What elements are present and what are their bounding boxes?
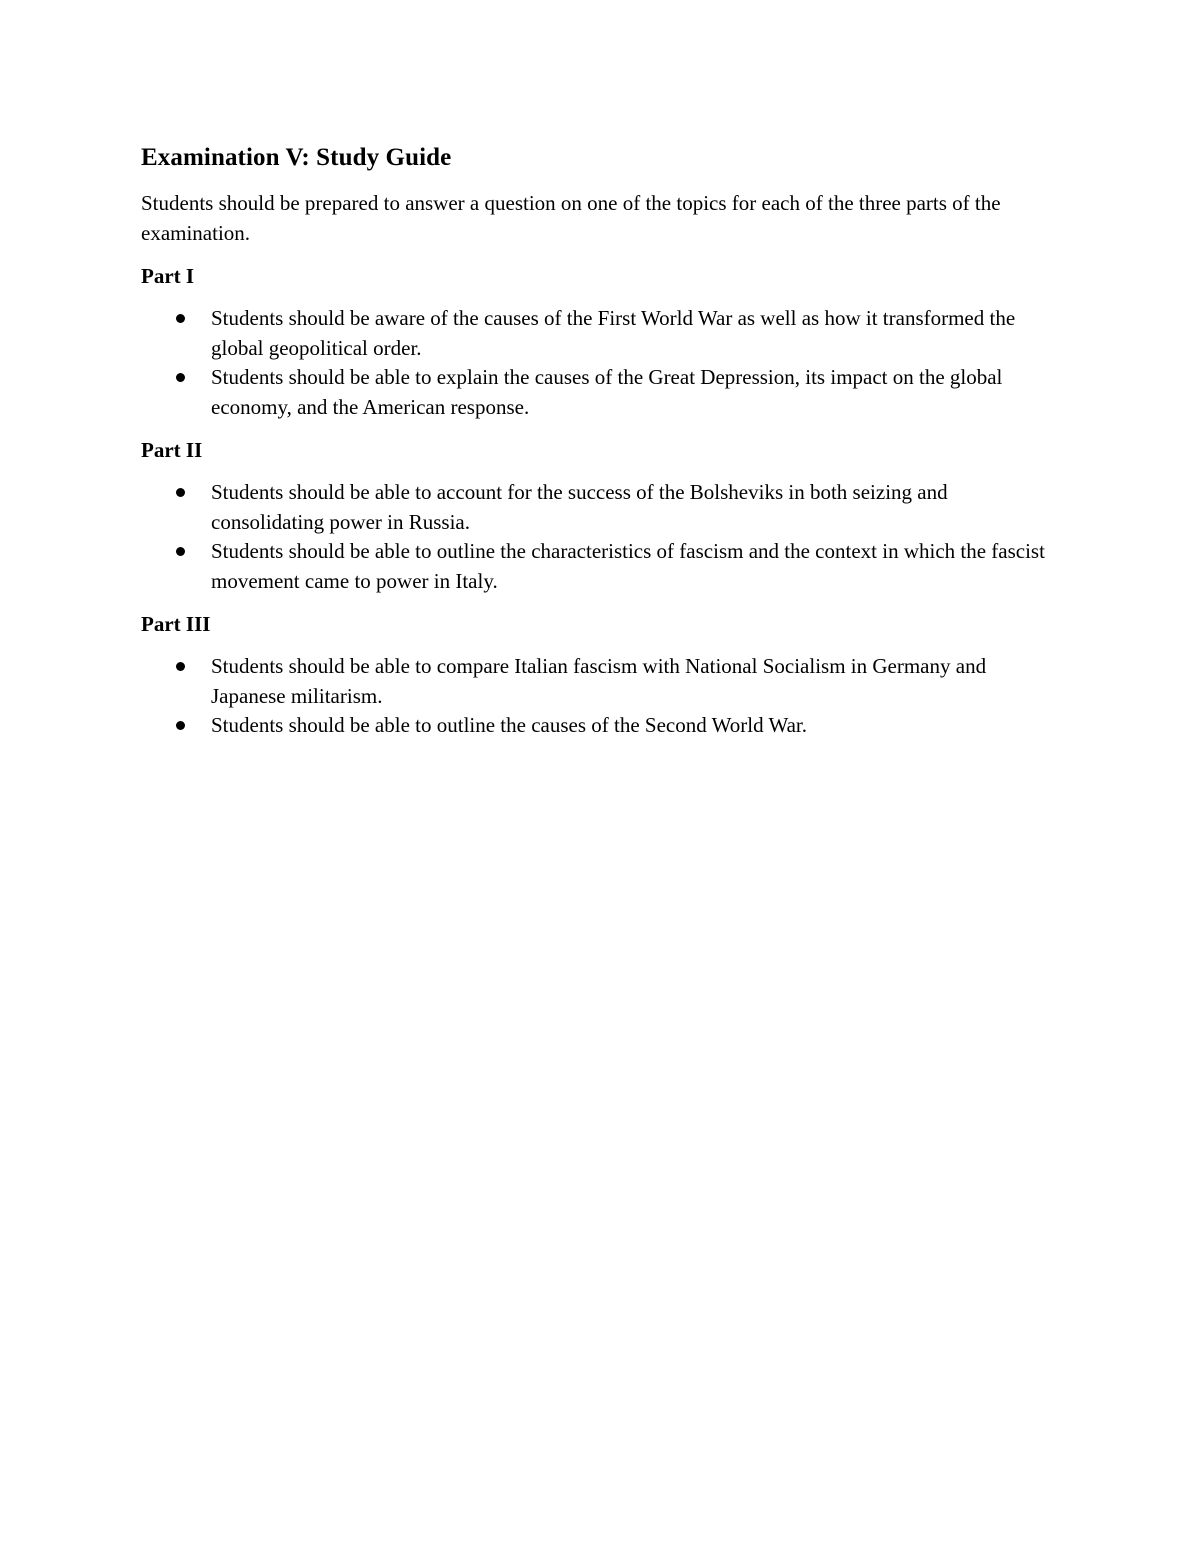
list-item — [141, 537, 1056, 596]
bullet-icon — [176, 488, 185, 497]
section-part-1 — [141, 261, 1056, 422]
bullet-list — [141, 478, 1056, 596]
list-item — [141, 304, 1056, 363]
bullet-list — [141, 652, 1056, 741]
list-item — [141, 711, 1056, 741]
list-item-text: Students should be able to outline the characteristics of fascism and the context in which the fascist movement came to power in Italy. — [211, 539, 1045, 593]
list-item — [141, 363, 1056, 422]
intro-paragraph: Students should be prepared to answer a question on one of the topics for each of the three parts of the examination. — [141, 191, 1001, 245]
list-item — [141, 478, 1056, 537]
bullet-list — [141, 304, 1056, 422]
list-item-text: Students should be able to account for the success of the Bolsheviks in both seizing and consolidating power in Russia. — [211, 480, 948, 534]
bullet-icon — [176, 314, 185, 323]
bullet-icon — [176, 373, 185, 382]
page-title: Examination V: Study Guide — [141, 144, 452, 171]
section-heading: Part I — [141, 264, 195, 288]
bullet-icon — [176, 662, 185, 671]
document-page — [141, 140, 1056, 741]
list-item-text: Students should be able to outline the causes of the Second World War. — [211, 713, 807, 737]
section-heading: Part II — [141, 438, 203, 462]
list-item-text: Students should be aware of the causes of the First World War as well as how it transformed the global geopolitical order. — [211, 306, 1016, 360]
bullet-icon — [176, 547, 185, 556]
bullet-icon — [176, 721, 185, 730]
list-item — [141, 652, 1056, 711]
section-part-3 — [141, 609, 1056, 741]
list-item-text: Students should be able to compare Italian fascism with National Socialism in Germany and Japanese militarism. — [211, 654, 987, 708]
section-heading: Part III — [141, 612, 211, 636]
list-item-text: Students should be able to explain the causes of the Great Depression, its impact on the global economy, and the American response. — [211, 365, 1003, 419]
section-part-2 — [141, 435, 1056, 596]
